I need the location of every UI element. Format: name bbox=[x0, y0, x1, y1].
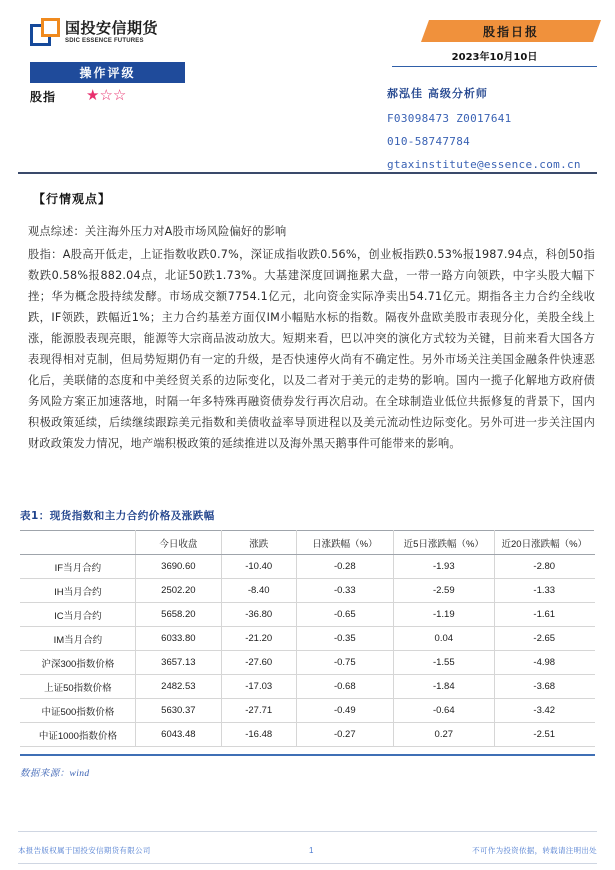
table-bottom-divider bbox=[20, 754, 595, 756]
paragraph-summary: 观点综述：关注海外压力对A股市场风险偏好的影响 bbox=[28, 225, 287, 238]
table-cell-20d-pct: -2.80 bbox=[494, 555, 594, 579]
analyst-license: F03098473 Z0017641 bbox=[387, 112, 512, 125]
footer-top-divider bbox=[18, 831, 597, 832]
table-cell-close: 3657.13 bbox=[135, 651, 221, 675]
table-data-source: 数据来源：wind bbox=[20, 768, 90, 779]
price-table bbox=[20, 530, 595, 747]
market-view-section bbox=[28, 190, 595, 456]
logo-mark-icon bbox=[30, 18, 60, 47]
table-col-header-change: 涨跌 bbox=[221, 531, 296, 555]
table-cell-20d-pct: -4.98 bbox=[494, 651, 594, 675]
page-header bbox=[0, 0, 615, 178]
table-cell-change: -21.20 bbox=[221, 627, 296, 651]
table-cell-daily-pct: -0.49 bbox=[296, 699, 394, 723]
table-cell-daily-pct: -0.75 bbox=[296, 651, 394, 675]
table-cell-change: -17.03 bbox=[221, 675, 296, 699]
table-cell-change: -10.40 bbox=[221, 555, 296, 579]
table-cell-daily-pct: -0.27 bbox=[296, 723, 394, 747]
table-cell-20d-pct: -3.42 bbox=[494, 699, 594, 723]
table-col-header-20d-pct: 近20日涨跌幅（%） bbox=[494, 531, 594, 555]
table-cell-change: -16.48 bbox=[221, 723, 296, 747]
table-cell-5d-pct: -0.64 bbox=[394, 699, 494, 723]
report-date: 2023年10月10日 bbox=[392, 48, 597, 67]
report-banner-label: 股指日报 bbox=[482, 24, 539, 39]
logo-company-name-cn: 国投安信期货 bbox=[65, 19, 159, 37]
table-cell-5d-pct: 0.04 bbox=[394, 627, 494, 651]
table-row bbox=[21, 675, 595, 699]
table-cell-instrument: 上证50指数价格 bbox=[21, 675, 136, 699]
table-col-header-close: 今日收盘 bbox=[135, 531, 221, 555]
table-cell-change: -27.60 bbox=[221, 651, 296, 675]
footer-bottom-divider bbox=[18, 863, 597, 864]
company-logo bbox=[30, 18, 158, 47]
table-title: 表1：现货指数和主力合约价格及涨跌幅 bbox=[20, 510, 215, 522]
table-cell-change: -8.40 bbox=[221, 579, 296, 603]
header-divider bbox=[18, 172, 597, 174]
rating-product-label: 股指 bbox=[30, 90, 57, 104]
table-col-header-daily-pct: 日涨跌幅（%） bbox=[296, 531, 394, 555]
table-cell-5d-pct: -1.84 bbox=[394, 675, 494, 699]
table-col-header-name bbox=[21, 531, 136, 555]
rating-stars-icon: ★☆☆ bbox=[86, 88, 127, 104]
table-cell-5d-pct: -1.19 bbox=[394, 603, 494, 627]
table-cell-close: 5658.20 bbox=[135, 603, 221, 627]
rating-row bbox=[30, 88, 126, 105]
table-col-header-5d-pct: 近5日涨跌幅（%） bbox=[394, 531, 494, 555]
table-cell-daily-pct: -0.28 bbox=[296, 555, 394, 579]
page-footer bbox=[18, 845, 597, 856]
table-row bbox=[21, 723, 595, 747]
table-row bbox=[21, 579, 595, 603]
table-cell-instrument: IM当月合约 bbox=[21, 627, 136, 651]
table-header-row bbox=[21, 531, 595, 555]
table-cell-close: 3690.60 bbox=[135, 555, 221, 579]
table-cell-20d-pct: -1.33 bbox=[494, 579, 594, 603]
table-cell-close: 6043.48 bbox=[135, 723, 221, 747]
table-row bbox=[21, 651, 595, 675]
table-cell-daily-pct: -0.33 bbox=[296, 579, 394, 603]
table-cell-change: -36.80 bbox=[221, 603, 296, 627]
table-row bbox=[21, 699, 595, 723]
table-cell-daily-pct: -0.68 bbox=[296, 675, 394, 699]
table-cell-5d-pct: 0.27 bbox=[394, 723, 494, 747]
table-cell-instrument: IF当月合约 bbox=[21, 555, 136, 579]
logo-text bbox=[65, 18, 158, 44]
table-cell-instrument: IC当月合约 bbox=[21, 603, 136, 627]
table-cell-change: -27.71 bbox=[221, 699, 296, 723]
paragraph-analysis: 股指：A股高开低走，上证指数收跌0.7%，深证成指收跌0.56%，创业板指跌0.53%报1987.94点，科创50指数跌0.58%报882.04点，北证50跌1.73%。大基建深度回调拖累大盘，一带一路方向领跌，中字头股大幅下挫；华为概念股持续发酵。市场成交额7754.1亿元，北向资金实际净卖出54.71亿元。期指各主力合约全线收跌，IF领跌，跌幅近1%；主力合约基差方面仅IM小幅贴水标的指数。隔夜外盘欧美股市表现分化，美股全线上涨，能源股表现亮眼，能源等大宗商品波动放大。短期来看，巴以冲突的演化方式较为关键，目前来看大国各方表现得相对克制，但局势短期仍有一定的升级，是否快速停火尚有不确定性。另外市场关注美国金融条件快速恶化后，美联储的态度和中美经贸关系的边际变化，以及二者对于美元的走势的影响。国内一揽子化解地方政府债务风险方案正加速落地，时隔一年多特殊再融资债券发行再次启动。在全球制造业低位共振修复的背景下，国内积极政策延续，后续继续跟踪美元指数和美债收益率导顶进程以及美元流动性边际变化。另外可进一步关注国内财政政策发力情况，地产端积极政策的延续推进以及海外黑天鹅事件可能带来的影响。 bbox=[28, 248, 595, 450]
table-cell-instrument: IH当月合约 bbox=[21, 579, 136, 603]
footer-copyright: 本报告版权属于国投安信期货有限公司 bbox=[18, 846, 151, 855]
table-cell-instrument: 沪深300指数价格 bbox=[21, 651, 136, 675]
table-cell-20d-pct: -2.65 bbox=[494, 627, 594, 651]
footer-page-number: 1 bbox=[309, 846, 314, 855]
analyst-phone: 010-58747784 bbox=[387, 135, 471, 148]
table-cell-close: 6033.80 bbox=[135, 627, 221, 651]
table-cell-close: 5630.37 bbox=[135, 699, 221, 723]
table-cell-instrument: 中证500指数价格 bbox=[21, 699, 136, 723]
table-cell-daily-pct: -0.65 bbox=[296, 603, 394, 627]
table-cell-close: 2482.53 bbox=[135, 675, 221, 699]
analyst-email: gtaxinstitute@essence.com.cn bbox=[387, 158, 581, 171]
rating-bar-title: 操作评级 bbox=[30, 62, 185, 83]
table-cell-5d-pct: -2.59 bbox=[394, 579, 494, 603]
report-type-banner bbox=[425, 20, 597, 42]
analyst-info bbox=[387, 85, 597, 181]
table-row bbox=[21, 627, 595, 651]
table-cell-close: 2502.20 bbox=[135, 579, 221, 603]
table-row bbox=[21, 555, 595, 579]
footer-disclaimer: 不可作为投资依据，转载请注明出处 bbox=[472, 846, 597, 855]
table-cell-daily-pct: -0.35 bbox=[296, 627, 394, 651]
logo-orange-square-fill bbox=[44, 21, 56, 33]
table-cell-20d-pct: -1.61 bbox=[494, 603, 594, 627]
logo-company-name-en: SDIC ESSENCE FUTURES bbox=[65, 38, 144, 44]
table-cell-5d-pct: -1.93 bbox=[394, 555, 494, 579]
table-cell-20d-pct: -3.68 bbox=[494, 675, 594, 699]
price-table-section bbox=[20, 508, 595, 779]
table-cell-20d-pct: -2.51 bbox=[494, 723, 594, 747]
section-title: 【行情观点】 bbox=[33, 192, 112, 206]
analyst-name: 郝泓佳 高级分析师 bbox=[387, 87, 488, 100]
table-cell-5d-pct: -1.55 bbox=[394, 651, 494, 675]
table-cell-instrument: 中证1000指数价格 bbox=[21, 723, 136, 747]
table-row bbox=[21, 603, 595, 627]
